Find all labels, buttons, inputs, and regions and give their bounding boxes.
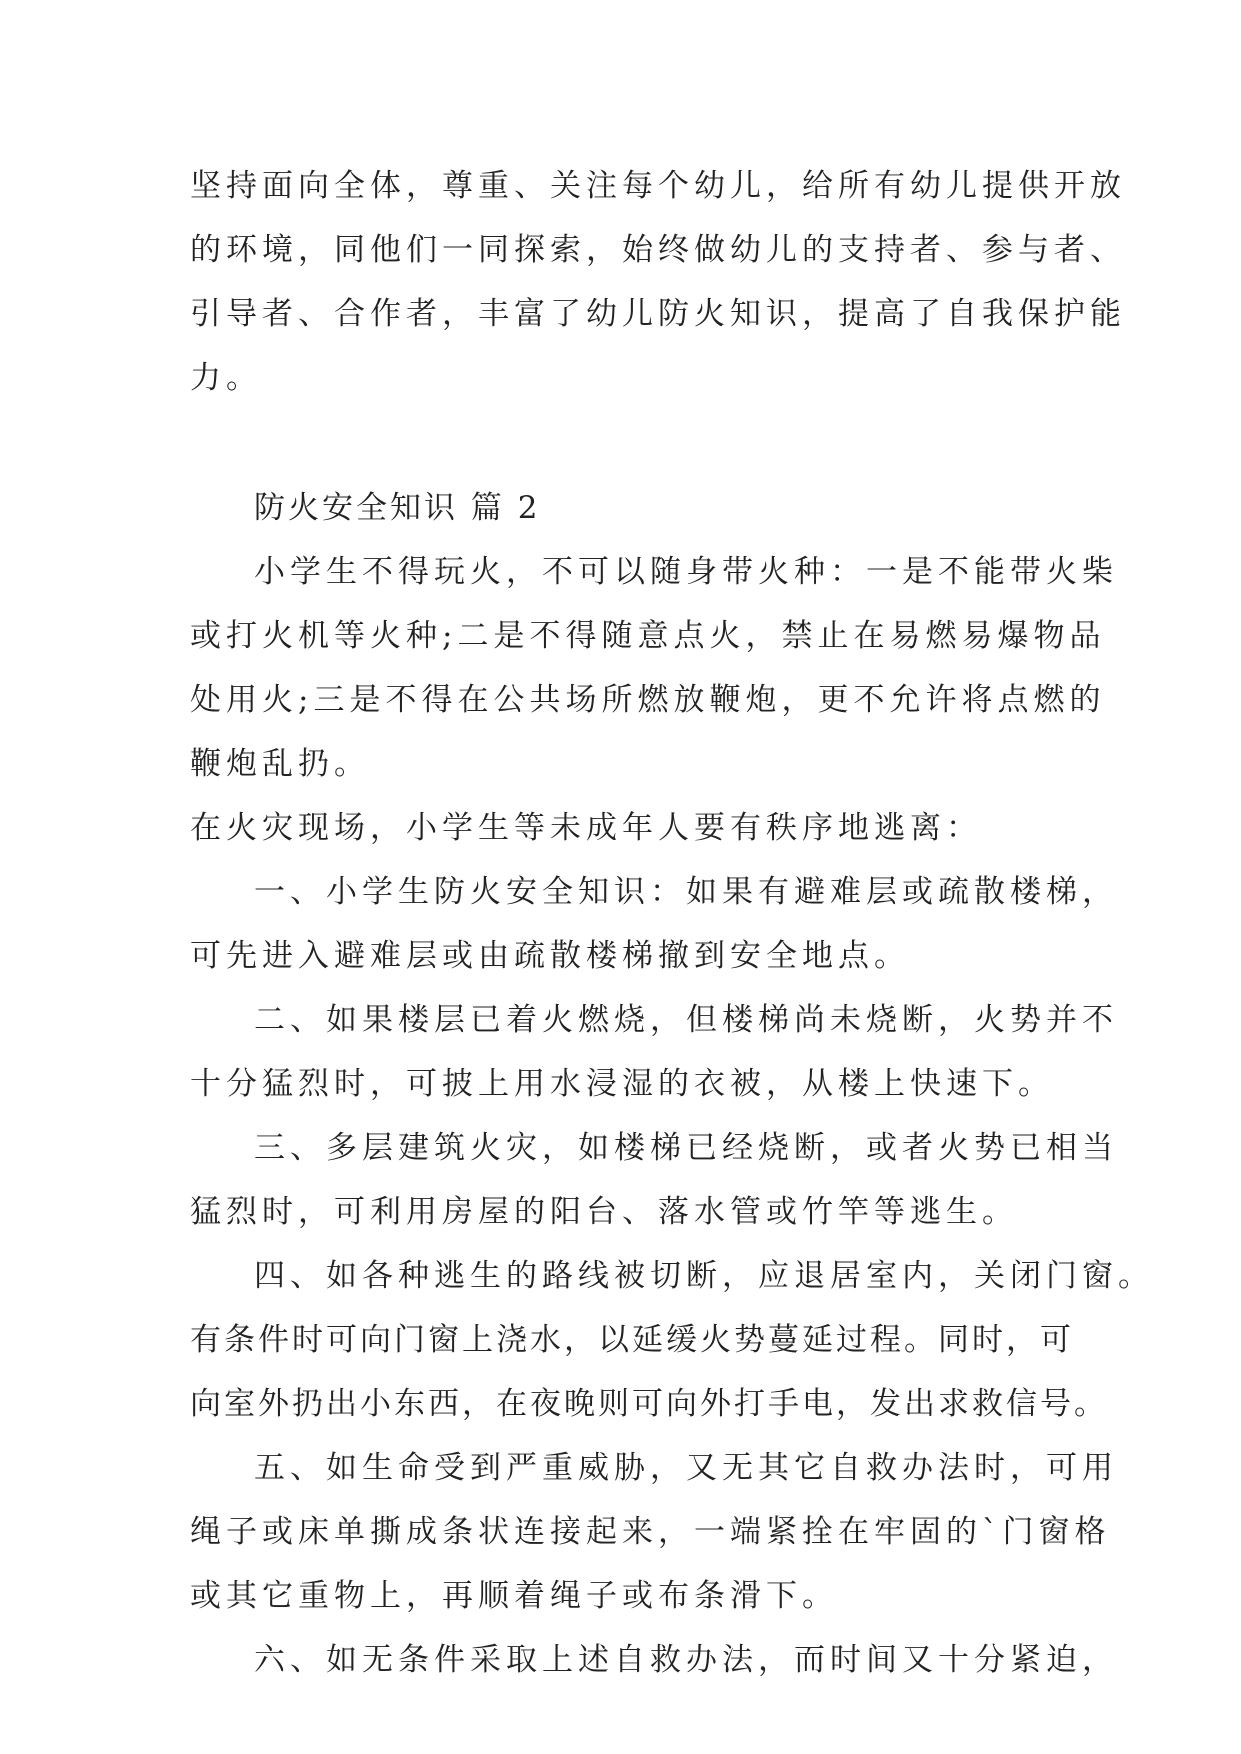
paragraph-line: 在火灾现场，小学生等未成年人要有秩序地逃离： [190,810,982,846]
paragraph-line: 或打火机等火种;二是不得随意点火，禁止在易燃易爆物品 [190,618,1106,654]
paragraph-line: 有条件时可向门窗上浇水，以延缓火势蔓延过程。同时，可 [190,1322,1074,1358]
paragraph-line: 处用火;三是不得在公共场所燃放鞭炮，更不允许将点燃的 [190,682,1106,718]
paragraph-line: 力。 [190,360,262,396]
paragraph-line: 可先进入避难层或由疏散楼梯撤到安全地点。 [190,938,910,974]
paragraph-line: 坚持面向全体，尊重、关注每个幼儿，给所有幼儿提供开放 [190,168,1126,204]
section-heading: 防火安全知识 篇 2 [254,490,541,526]
paragraph-line: 小学生不得玩火，不可以随身带火种：一是不能带火柴 [254,554,1118,590]
paragraph-line: 向室外扔出小东西，在夜晚则可向外打手电，发出求救信号。 [190,1386,1108,1422]
paragraph-line: 猛烈时，可利用房屋的阳台、落水管或竹竿等逃生。 [190,1194,1018,1230]
paragraph-line: 一、小学生防火安全知识：如果有避难层或疏散楼梯， [254,874,1118,910]
paragraph-line: 五、如生命受到严重威胁，又无其它自救办法时，可用 [254,1450,1118,1486]
paragraph-line: 十分猛烈时，可披上用水浸湿的衣被，从楼上快速下。 [190,1066,1054,1102]
paragraph-line: 四、如各种逃生的路线被切断，应退居室内，关闭门窗。 [254,1258,1154,1294]
paragraph-line: 鞭炮乱扔。 [190,746,370,782]
paragraph-line: 六、如无条件采取上述自救办法，而时间又十分紧迫， [254,1642,1118,1678]
paragraph-line: 的环境，同他们一同探索，始终做幼儿的支持者、参与者、 [190,232,1126,268]
paragraph-line: 二、如果楼层已着火燃烧，但楼梯尚未烧断，火势并不 [254,1002,1118,1038]
paragraph-line: 或其它重物上，再顺着绳子或布条滑下。 [190,1578,838,1614]
paragraph-line: 引导者、合作者，丰富了幼儿防火知识，提高了自我保护能 [190,296,1126,332]
paragraph-line: 三、多层建筑火灾，如楼梯已经烧断，或者火势已相当 [254,1130,1118,1166]
paragraph-line: 绳子或床单撕成条状连接起来，一端紧拴在牢固的`门窗格 [190,1514,1111,1550]
